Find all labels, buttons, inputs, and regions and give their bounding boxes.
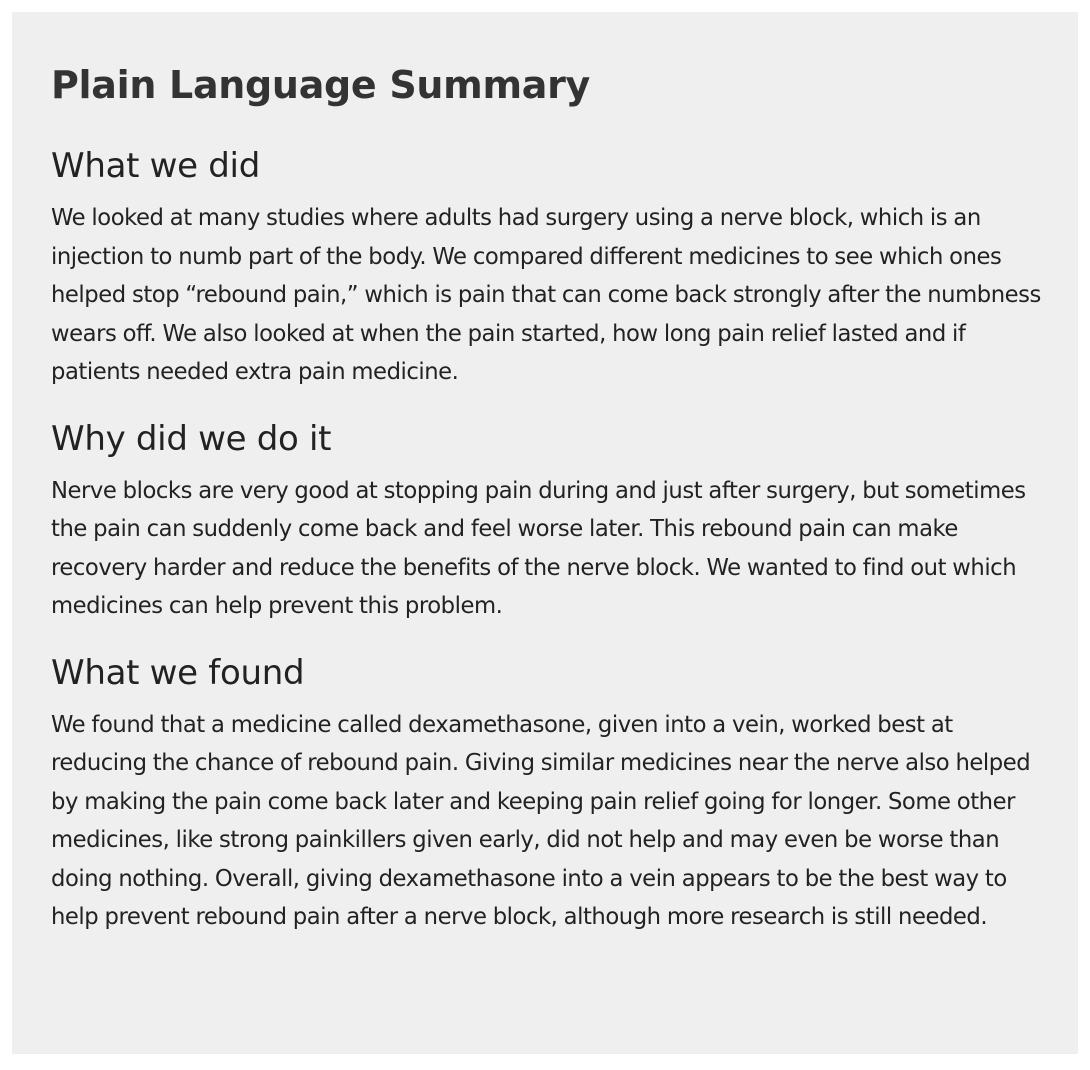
summary-title: Plain Language Summary [51,63,591,107]
section-body-why-did-we-do-it: Nerve blocks are very good at stopping pain during and just after surgery, but sometimes the pain can suddenly come back and feel worse later. This rebound pain can make recovery harder and reduce the benefits of the nerve block. We wanted to find out which medicines can help prevent this problem. [51,477,1026,619]
section-heading-what-we-found: What we found [51,652,305,693]
section-body-what-we-found: We found that a medicine called dexamethasone, given into a vein, worked best at reducing the chance of rebound pain. Giving similar medicines near the nerve also helped by making the pain come back later and keeping pain relief going for longer. Some other medicines, like strong painkillers given early, did not help and may even be worse than doing nothing. Overall, giving dexamethasone into a vein appears to be the best way to help prevent rebound pain after a nerve block, although more research is still needed. [51,711,1031,930]
section-heading-what-we-did: What we did [51,146,260,186]
section-heading-why-did-we-do-it: Why did we do it [51,418,332,459]
plain-language-summary-panel [12,12,1078,1054]
section-body-what-we-did: We looked at many studies where adults had surgery using a nerve block, which is an injection to numb part of the body. We compared different medicines to see which ones helped stop “rebound pain,” which is pain that can come back strongly after the numbness wears off. We also looked at when the pain started, how long pain relief lasted and if patients needed extra pain medicine. [51,205,1041,385]
